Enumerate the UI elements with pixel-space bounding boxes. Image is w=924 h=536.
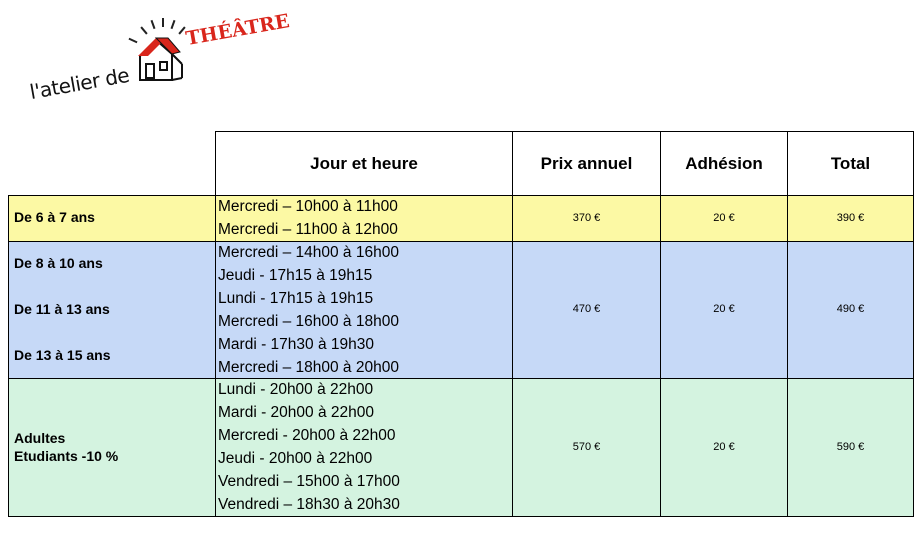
category-label: Adultes [14, 430, 66, 446]
category-label: Etudiants -10 % [14, 448, 119, 464]
schedule-line: Lundi - 17h15 à 19h15 [218, 290, 374, 307]
membership-fee: 20 € [713, 303, 735, 315]
schedule-line: Mercredi – 11h00 à 12h00 [218, 221, 398, 238]
schedule-line: Mercredi – 10h00 à 11h00 [218, 198, 398, 215]
header-schedule: Jour et heure [310, 153, 418, 173]
schedule-line: Vendredi – 15h00 à 17h00 [218, 473, 400, 490]
table-border-row2 [8, 378, 914, 379]
table-border-bottom [8, 516, 914, 517]
schedule-line: Jeudi - 20h00 à 22h00 [218, 450, 373, 467]
schedule-line: Mercredi – 18h00 à 20h00 [218, 359, 399, 376]
membership-fee: 20 € [713, 441, 735, 453]
table-border-left [8, 195, 9, 516]
logo-theatre-text: THÉÂTRE [184, 10, 292, 51]
category-label: De 11 à 13 ans [14, 301, 110, 317]
total-price: 390 € [836, 212, 865, 224]
header-total: Total [830, 153, 871, 173]
schedule-line: Mercredi – 14h00 à 16h00 [218, 244, 399, 261]
schedule-line: Lundi - 20h00 à 22h00 [218, 381, 374, 398]
schedule-line: Mercredi – 16h00 à 18h00 [218, 313, 399, 330]
category-label: De 8 à 10 ans [14, 255, 103, 271]
total-price: 490 € [836, 303, 865, 315]
logo-text: l'atelier de [27, 62, 131, 104]
schedule-line: Jeudi - 17h15 à 19h15 [218, 267, 373, 284]
house-icon [132, 34, 188, 84]
schedule-line: Mardi - 17h30 à 19h30 [218, 336, 374, 353]
header-annual-price: Prix annuel [540, 153, 633, 173]
table-border-row1 [8, 241, 914, 242]
annual-price: 570 € [572, 441, 601, 453]
table-border-header [8, 195, 914, 196]
header-membership: Adhésion [685, 153, 763, 173]
membership-fee: 20 € [713, 212, 735, 224]
schedule-line: Vendredi – 18h30 à 20h30 [218, 496, 400, 513]
logo [27, 10, 292, 118]
category-label: De 13 à 15 ans [14, 347, 111, 363]
schedule-line: Mercredi - 20h00 à 22h00 [218, 427, 396, 444]
annual-price: 370 € [572, 212, 601, 224]
total-price: 590 € [836, 441, 865, 453]
schedule-line: Mardi - 20h00 à 22h00 [218, 404, 374, 421]
table-border-right [913, 131, 914, 516]
annual-price: 470 € [572, 303, 601, 315]
category-label: De 6 à 7 ans [14, 209, 95, 225]
